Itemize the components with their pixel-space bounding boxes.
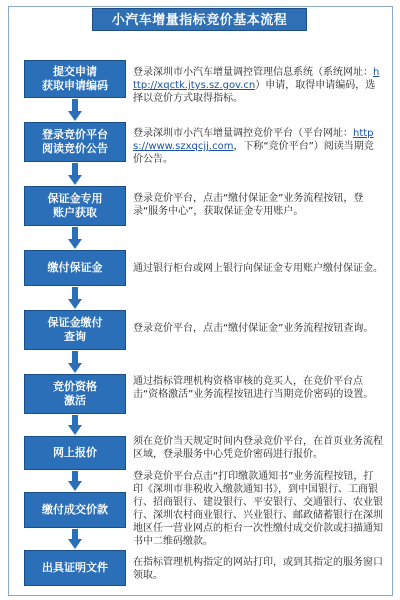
step-label-line: 账户获取 xyxy=(53,206,97,219)
desc-text: ，下称“竞价平台”）阅读当期竞价公告。 xyxy=(133,141,374,165)
system-url-link[interactable]: http://xqctk.jtys.sz.gov.cn xyxy=(133,67,380,91)
step-label-line: 网上报价 xyxy=(53,446,97,459)
step-description: 须在竞价当天规定时间内登录竞价平台，在首页业务流程区域，登录服务中心凭竞价密码进行报价。 xyxy=(133,436,383,460)
step-description: 登录竞价平台，点击“缴付保证金”业务流程按钮查询。 xyxy=(133,323,374,334)
step-login-platform xyxy=(24,122,126,162)
step-pay-deposit xyxy=(24,250,126,286)
platform-url-link[interactable]: https://www.szxqcjj.com xyxy=(133,128,374,152)
step-online-bid xyxy=(24,436,126,470)
down-arrow-icon xyxy=(68,227,82,249)
step-label-line: 保证金专用 xyxy=(47,192,103,205)
step-issue-certificate xyxy=(24,550,126,586)
step-activate-qualification xyxy=(24,374,126,414)
step-label-line: 竞价资格 xyxy=(53,380,97,393)
step-description xyxy=(133,127,383,166)
down-arrow-icon xyxy=(68,529,82,549)
step-description xyxy=(133,66,383,105)
step-description: 登录竞价平台点击“打印缴款通知书”业务流程按钮，打印《深圳市非税收入缴款通知书》，到中国银行、工商银行、招商银行、建设银行、平安银行、交通银行、农业银行、深圳农村商业银行、兴业银行、邮政储蓄银行在深圳地区任一营业网点的柜台一次性缴付成交价款或扫描通知书中二维码缴款。 xyxy=(133,471,383,547)
desc-text: 登录深圳市小汽车增量调控管理信息系统（系统网址： xyxy=(133,67,373,78)
step-label-line: 登录竞价平台 xyxy=(42,128,108,141)
down-arrow-icon xyxy=(68,415,82,435)
step-label-line: 缴付保证金 xyxy=(47,261,103,274)
step-label-line: 提交申请 xyxy=(53,65,97,78)
step-description: 通过指标管理机构资格审核的竞买人，在竞价平台点击“资格激活”业务流程按钮进行当期竞价密码的设置。 xyxy=(133,376,374,400)
step-label-line: 查询 xyxy=(64,330,86,343)
step-label-line: 激活 xyxy=(64,394,86,407)
down-arrow-icon xyxy=(68,287,82,309)
step-label-line: 缴付成交价款 xyxy=(42,503,108,516)
step-deposit-account xyxy=(24,186,126,226)
step-description: 登录竞价平台，点击“缴付保证金”业务流程按钮，登录“服务中心”，获取保证金专用账户。 xyxy=(133,193,364,217)
down-arrow-icon xyxy=(68,163,82,185)
step-label-line: 保证金缴付 xyxy=(47,316,103,329)
down-arrow-icon xyxy=(68,351,82,373)
desc-text: 登录深圳市小汽车增量调控竞价平台（平台网址： xyxy=(133,128,353,139)
step-pay-transaction xyxy=(24,492,126,528)
step-description: 在指标管理机构指定的网站打印，或到其指定的服务窗口领取。 xyxy=(133,557,383,581)
down-arrow-icon xyxy=(68,99,82,121)
step-description: 通过银行柜台或网上银行向保证金专用账户缴付保证金。 xyxy=(133,263,383,274)
step-label-line: 获取申请编码 xyxy=(42,79,108,92)
step-deposit-query xyxy=(24,310,126,350)
step-submit-application xyxy=(24,60,126,98)
diagram-title: 小汽车增量指标竞价基本流程 xyxy=(92,8,307,31)
desc-text: ）申请，取得申请编码，选择以竞价方式取得指标。 xyxy=(133,80,376,104)
step-label-line: 出具证明文件 xyxy=(42,561,108,574)
down-arrow-icon xyxy=(68,471,82,491)
step-label-line: 阅读竞价公告 xyxy=(42,142,108,155)
